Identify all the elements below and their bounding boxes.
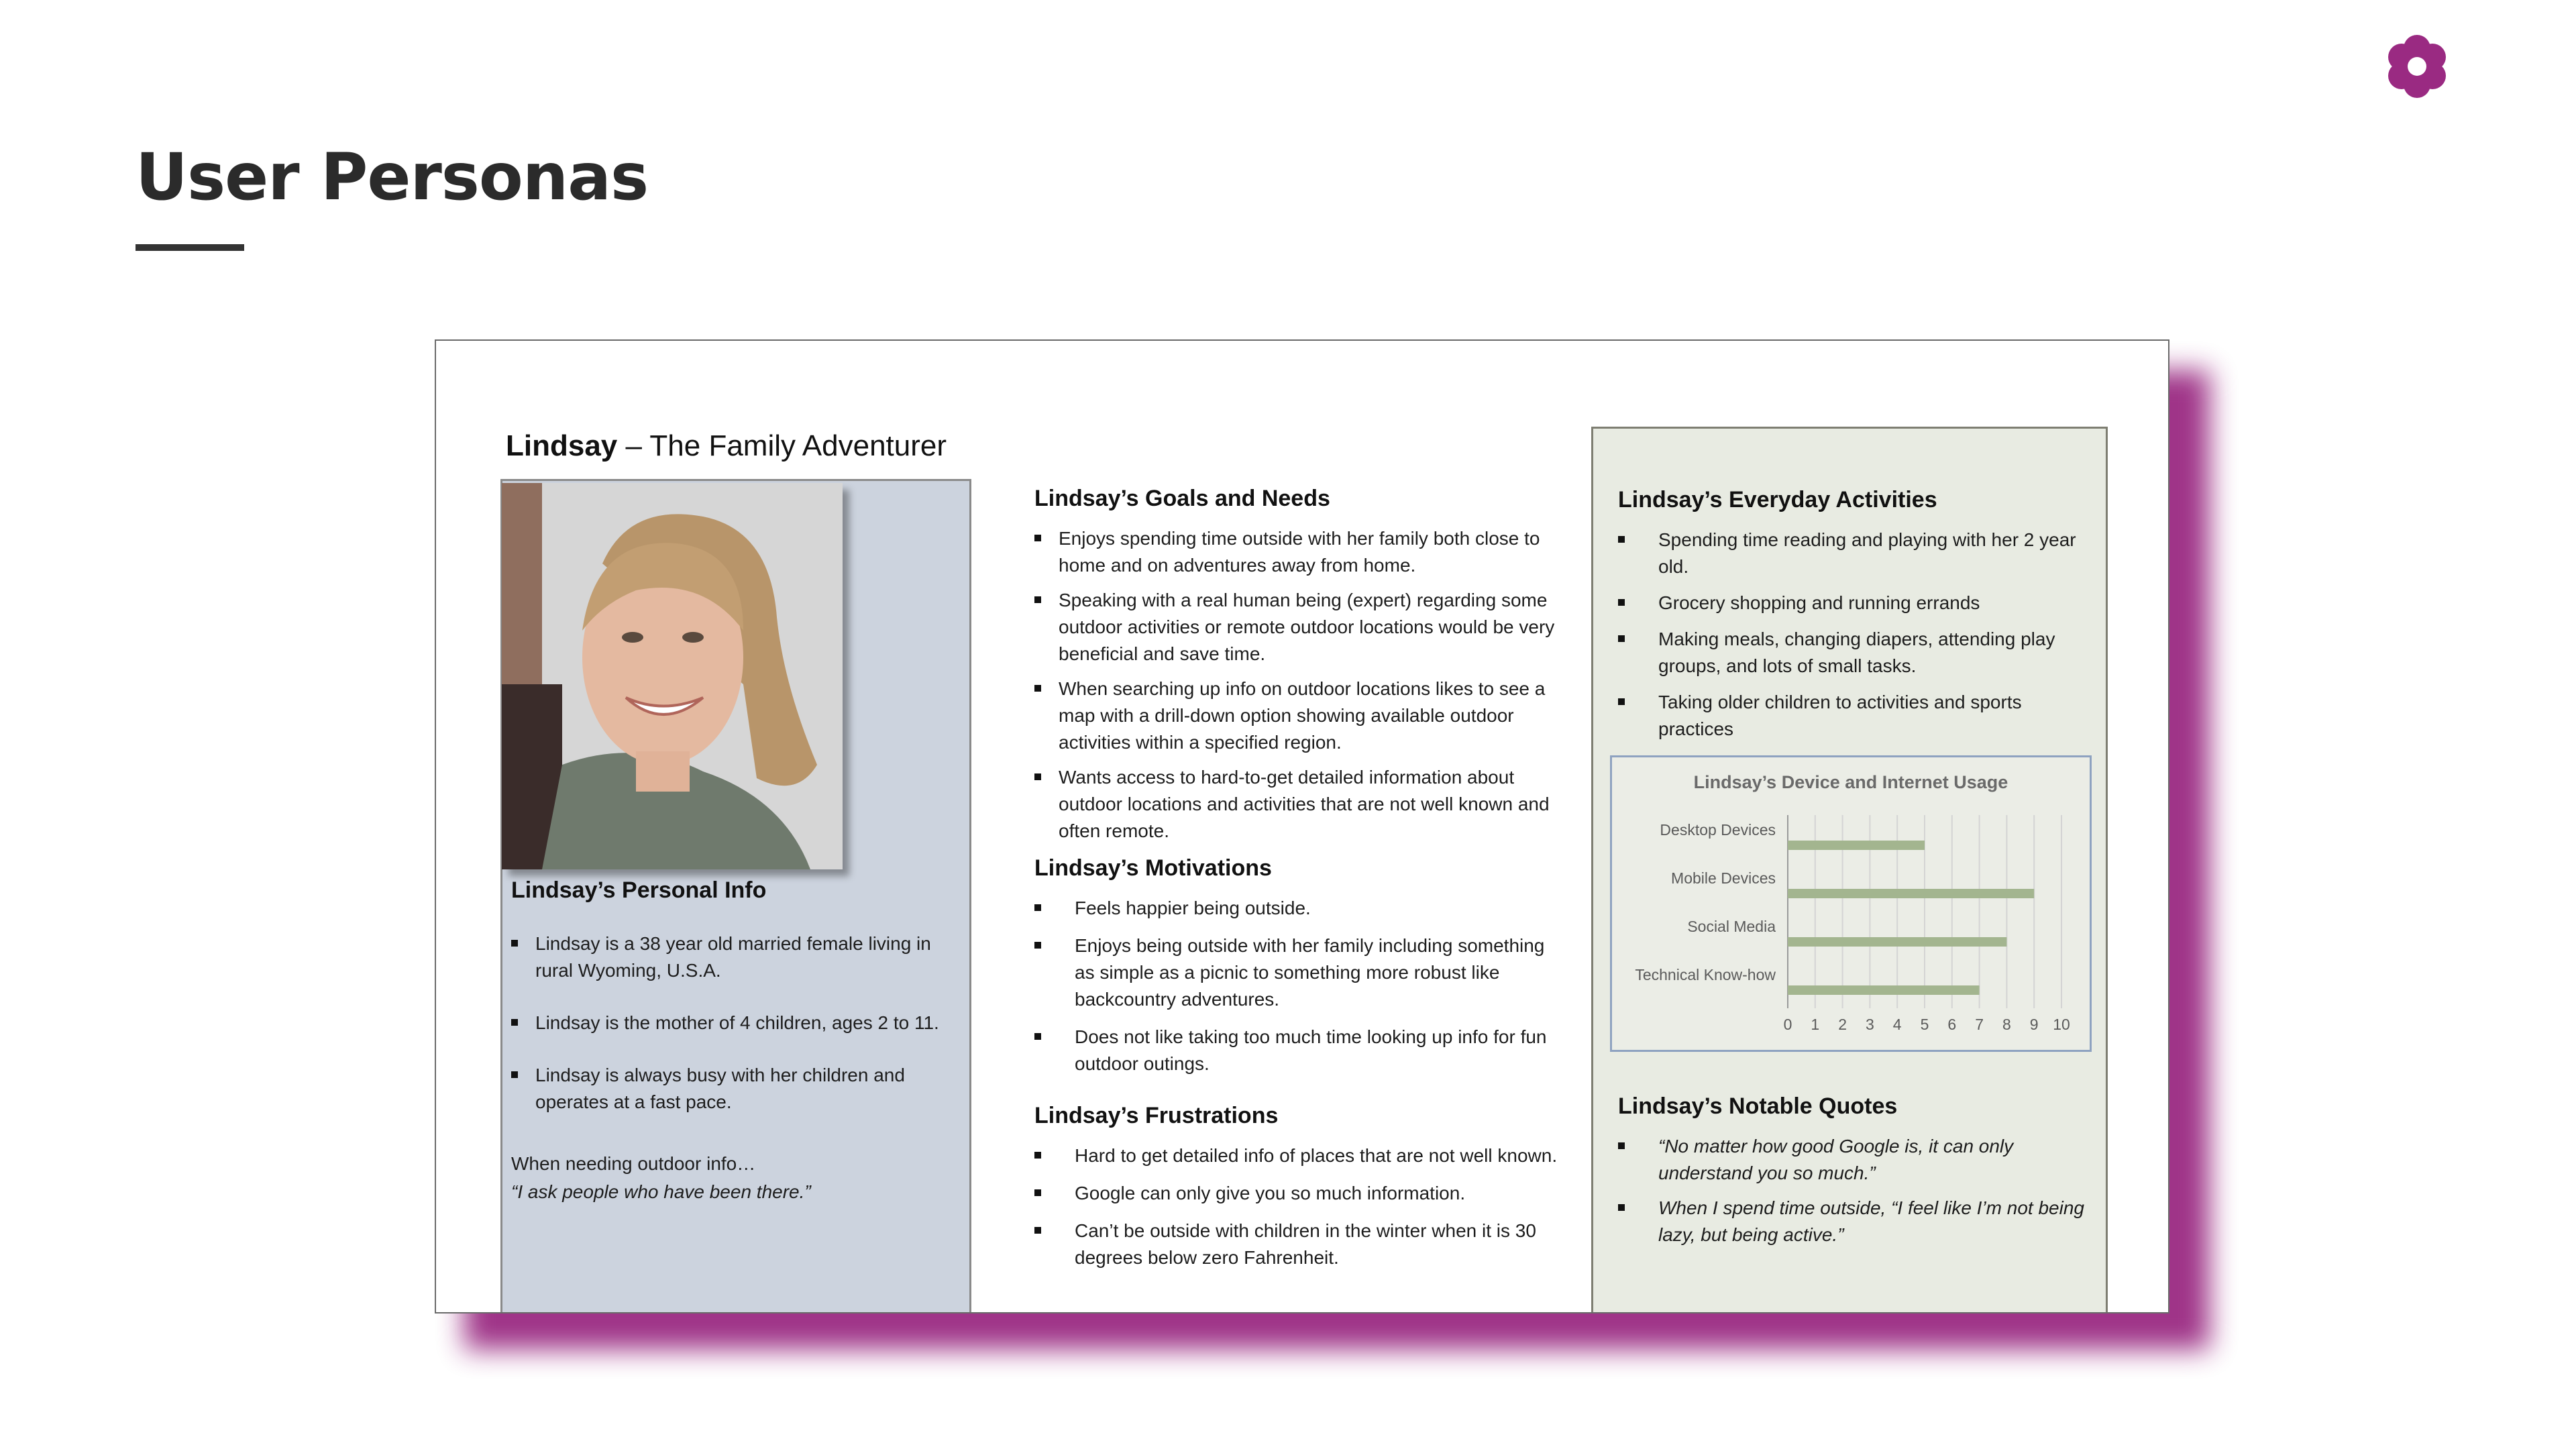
list-item: When searching up info on outdoor locations likes to see a map with a drill-down option showing available outdoor activities within a specified region. (1034, 676, 1564, 756)
device-usage-chart (1610, 755, 2092, 1052)
personal-quote: “I ask people who have been there.” (511, 1181, 811, 1202)
persona-title (506, 429, 947, 463)
list-item: Speaking with a real human being (expert) regarding some outdoor activities or remote outdoor locations would be very beneficial and save time. (1034, 587, 1564, 667)
list-item: Lindsay is the mother of 4 children, ages 2 to 11. (511, 1010, 941, 1036)
personal-info-section (511, 877, 941, 1203)
usage-chart-svg (1612, 757, 2090, 1050)
list-item: Hard to get detailed info of places that are not well known. (1034, 1142, 1564, 1169)
personal-info-heading: Lindsay’s Personal Info (511, 877, 767, 903)
personal-info-list (511, 930, 941, 1116)
chart-bar (1788, 937, 2006, 947)
x-tick-label: 7 (1975, 1016, 1984, 1033)
motivations-heading: Lindsay’s Motivations (1034, 855, 1272, 881)
list-item: Lindsay is a 38 year old married female living in rural Wyoming, U.S.A. (511, 930, 941, 984)
list-item: When I spend time outside, “I feel like I’m not being lazy, but being active.” (1618, 1195, 2088, 1248)
x-tick-label: 0 (1783, 1016, 1792, 1033)
needing-info-label: When needing outdoor info… (511, 1153, 756, 1174)
x-tick-label: 5 (1920, 1016, 1929, 1033)
frustrations-heading: Lindsay’s Frustrations (1034, 1103, 1279, 1128)
list-item: Enjoys spending time outside with her family both close to home and on adventures away from home. (1034, 525, 1564, 579)
x-tick-label: 8 (2002, 1016, 2011, 1033)
category-label: Social Media (1687, 918, 1776, 935)
quotes-heading: Lindsay’s Notable Quotes (1618, 1093, 1898, 1119)
category-label: Technical Know-how (1635, 966, 1776, 983)
persona-photo (502, 483, 843, 869)
frustrations-list (1034, 1142, 1564, 1271)
goals-motivations-column (1034, 486, 1564, 1282)
flower-logo-icon (2380, 30, 2454, 103)
quotes-list (1618, 1133, 2088, 1248)
category-label: Mobile Devices (1671, 869, 1776, 887)
goals-heading: Lindsay’s Goals and Needs (1034, 486, 1330, 511)
x-tick-label: 9 (2029, 1016, 2039, 1033)
goals-list (1034, 525, 1564, 845)
list-item: Does not like taking too much time looking up info for fun outdoor outings. (1034, 1024, 1564, 1077)
list-item: Can’t be outside with children in the winter when it is 30 degrees below zero Fahrenheit. (1034, 1218, 1564, 1271)
chart-bar (1788, 889, 2034, 898)
list-item: Lindsay is always busy with her children and operates at a fast pace. (511, 1062, 941, 1116)
notable-quotes-section (1618, 1093, 2088, 1256)
title-underline (136, 244, 244, 251)
list-item: Wants access to hard-to-get detailed information about outdoor locations and activities that are not well known and often remote. (1034, 764, 1564, 845)
chart-title: Lindsay’s Device and Internet Usage (1693, 772, 2008, 792)
persona-card (435, 339, 2169, 1313)
persona-portrait-illustration (502, 483, 843, 869)
persona-subtitle: – The Family Adventurer (617, 429, 947, 462)
chart-bar (1788, 985, 1980, 995)
motivations-list (1034, 895, 1564, 1077)
list-item: Making meals, changing diapers, attending play groups, and lots of small tasks. (1618, 626, 2088, 680)
list-item: Taking older children to activities and sports practices (1618, 689, 2088, 743)
activities-list (1618, 527, 2088, 743)
list-item: Enjoys being outside with her family including something as simple as a picnic to something more robust like backcountry adventures. (1034, 932, 1564, 1013)
slide-title: User Personas (136, 140, 649, 215)
list-item: “No matter how good Google is, it can only understand you so much.” (1618, 1133, 2088, 1187)
x-tick-label: 4 (1892, 1016, 1902, 1033)
x-tick-label: 6 (1947, 1016, 1957, 1033)
activities-heading: Lindsay’s Everyday Activities (1618, 487, 1937, 513)
category-label: Desktop Devices (1660, 821, 1776, 839)
persona-name: Lindsay (506, 429, 618, 462)
x-tick-label: 10 (2053, 1016, 2070, 1033)
x-tick-label: 2 (1838, 1016, 1847, 1033)
x-tick-label: 1 (1811, 1016, 1820, 1033)
list-item: Google can only give you so much information. (1034, 1180, 1564, 1207)
activities-section (1618, 487, 2088, 752)
list-item: Spending time reading and playing with her 2 year old. (1618, 527, 2088, 580)
list-item: Feels happier being outside. (1034, 895, 1564, 922)
chart-bar (1788, 841, 1925, 850)
x-tick-label: 3 (1866, 1016, 1874, 1033)
list-item: Grocery shopping and running errands (1618, 590, 2088, 616)
